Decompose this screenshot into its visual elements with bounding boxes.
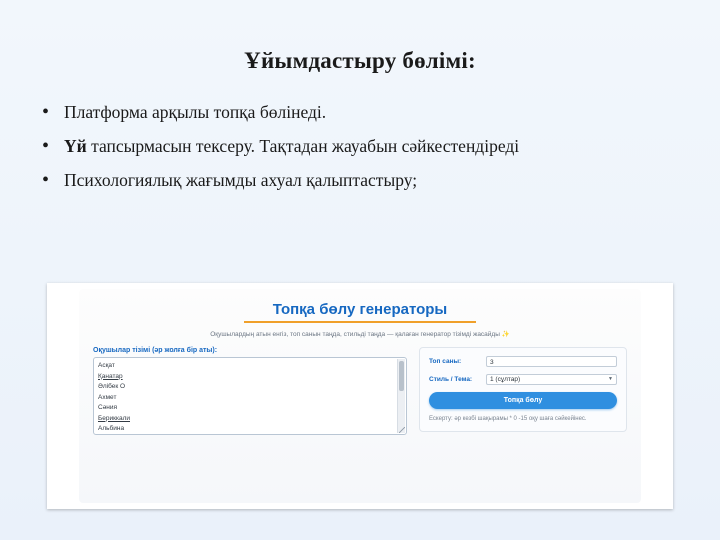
bullet-dot-icon: • — [42, 168, 50, 191]
student-name: Сәния — [98, 404, 118, 412]
group-count-input[interactable]: 3 — [486, 356, 617, 367]
bullet-text: Психологиялық жағымды ахуал қалыптастыру; — [64, 169, 418, 190]
student-name: Әлібек О — [98, 383, 126, 391]
group-count-label: Топ саны: — [429, 358, 462, 365]
list-item — [34, 168, 672, 193]
bullet-dot-icon: • — [42, 134, 50, 157]
style-select[interactable] — [486, 374, 617, 385]
settings-panel — [419, 347, 627, 432]
app-title — [79, 301, 641, 323]
app-title-text: Топқа бөлу генераторы — [272, 301, 448, 318]
page-title: Ұйымдастыру бөлімі: — [244, 48, 476, 73]
generator-app — [79, 289, 641, 503]
style-row — [429, 374, 617, 385]
students-list-label: Оқушылар тізімі (әр жолға бір аты): — [93, 347, 218, 354]
app-subtitle: Оқушылардың атын енгіз, топ санын таңда, стильді таңда — қалаған генератор тізімді жасайды ✨ — [210, 331, 510, 338]
style-label: Стиль / Тема: — [429, 376, 473, 383]
chevron-down-icon: ▼ — [608, 376, 613, 382]
style-select-value: 1 (сұлтар) — [490, 376, 521, 383]
bullet-list — [0, 100, 720, 193]
bullet-dot-icon: • — [42, 101, 50, 123]
students-textarea[interactable] — [93, 357, 407, 435]
list-item — [34, 100, 672, 125]
student-name: Қанатар — [98, 372, 123, 380]
student-name: Бериккали — [98, 414, 130, 422]
embedded-screenshot — [47, 283, 673, 509]
bullet-text: тапсырмасын тексеру. Тақтадан жауабын сәйкестендіреді — [86, 135, 520, 156]
student-name: Альбина — [98, 425, 125, 433]
scrollbar-thumb[interactable] — [399, 361, 404, 391]
bullet-text-bold: Үй — [64, 135, 87, 156]
student-name: Ахмет — [98, 393, 117, 401]
student-name: Асқат — [98, 362, 115, 369]
resize-handle-icon[interactable] — [399, 427, 405, 433]
bullet-text: Платформа арқылы топқа бөлінеді. — [64, 102, 327, 122]
students-panel — [93, 347, 407, 435]
title-underline — [244, 321, 476, 323]
group-count-row — [429, 356, 617, 367]
split-groups-button[interactable]: Топқа бөлу — [429, 392, 617, 409]
helper-note: Ескерту: әр кезбі шақырамы * 0 -15 оқу шаға сәйкейінес. — [429, 416, 587, 422]
textarea-scrollbar[interactable] — [397, 359, 405, 433]
list-item — [34, 134, 672, 159]
panels — [93, 347, 627, 435]
